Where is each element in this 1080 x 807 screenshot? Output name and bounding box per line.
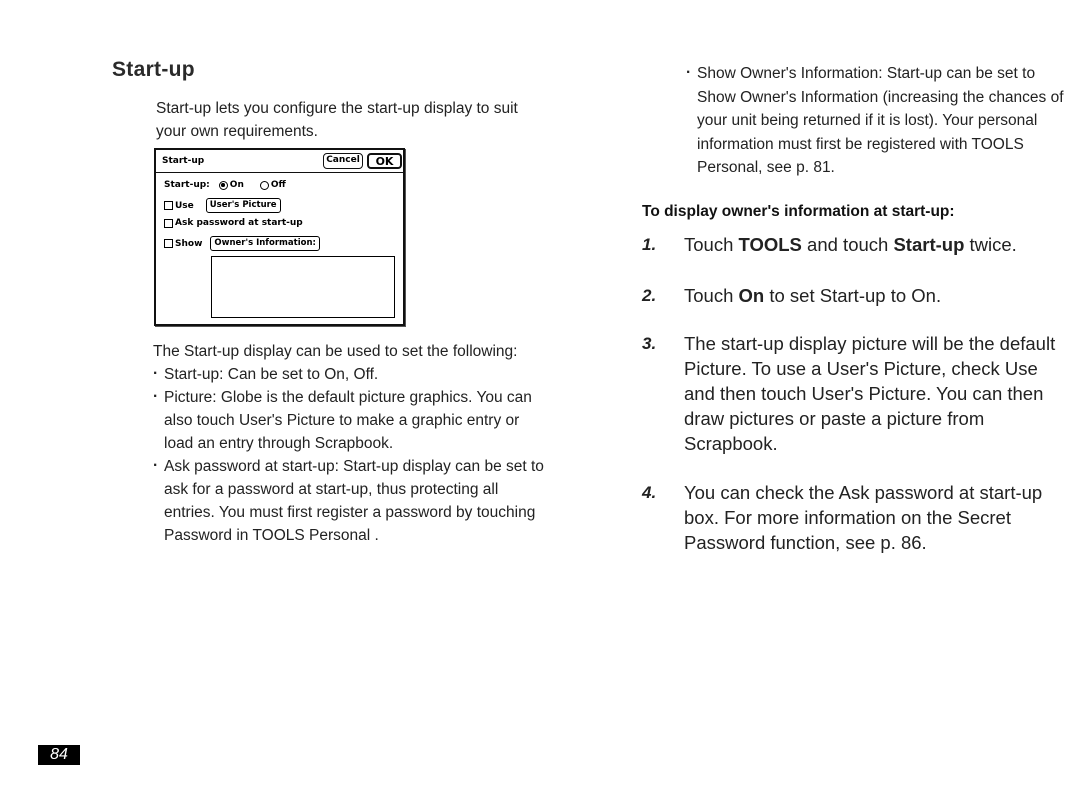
procedure-heading: To display owner's information at start-up: <box>642 203 955 220</box>
show-label: Show <box>175 238 203 249</box>
radio-on-icon[interactable] <box>219 181 228 190</box>
right-bullet-block <box>686 62 1076 180</box>
step-bold-term: On <box>738 285 765 306</box>
left-bullet-list <box>153 363 548 547</box>
radio-on-label: On <box>229 180 244 190</box>
cancel-button[interactable]: Cancel <box>323 153 363 169</box>
step-text: Touch <box>684 234 739 255</box>
use-label: Use <box>175 200 194 211</box>
ask-password-checkbox[interactable] <box>164 219 173 228</box>
radio-off-icon[interactable] <box>260 181 269 190</box>
step-number: 3. <box>642 334 657 353</box>
bullet-picture: · Picture: Globe is the default picture graphics. You can also touch User's Picture to make a graphic entry or load an entry through Scrapbook. <box>153 386 548 455</box>
bullet-startup: · Start-up: Can be set to On, Off. <box>153 363 548 386</box>
step-bold-term: Start-up <box>893 234 965 255</box>
step-number: 2. <box>642 286 657 305</box>
bullet-ask-password: · Ask password at start-up: Start-up display can be set to ask for a password at start-up, thus protecting all entries. You must first register a password by touching Password in TOOLS Personal . <box>153 455 548 547</box>
intro-paragraph: Start-up lets you configure the start-up display to suit your own requirements. <box>156 100 518 140</box>
use-checkbox[interactable] <box>164 201 173 210</box>
page-number-badge: 84 <box>38 745 80 765</box>
bullet-show-owner-info: · Show Owner's Information: Start-up can be set to Show Owner's Information (increasing the chances of your unit being returned if it is lost). Your personal information must first be registered with TOOLS Personal, see p. 81. <box>686 62 1076 180</box>
step-text: and touch <box>801 234 894 255</box>
left-body <box>153 340 548 547</box>
step-2 <box>640 283 1070 308</box>
step-1 <box>640 232 1070 257</box>
step-number: 4. <box>642 483 657 502</box>
step-number: 1. <box>642 235 657 254</box>
show-checkbox[interactable] <box>164 239 173 248</box>
startup-dialog-screenshot <box>154 148 405 326</box>
step-text: twice. <box>964 234 1017 255</box>
users-picture-button[interactable]: User's Picture <box>206 198 281 213</box>
step-4 <box>640 480 1070 555</box>
show-owner-row <box>164 236 320 251</box>
step-text: to set Start-up to On. <box>764 285 942 306</box>
step-text: You can check the Ask password at start-up box. For more information on the Secret Password function, see p. 86. <box>684 482 1043 553</box>
section-title: Start-up <box>112 58 195 81</box>
ok-button[interactable]: OK <box>367 153 402 169</box>
startup-label: Start-up: <box>164 180 210 190</box>
radio-off-label: Off <box>270 180 286 190</box>
owner-info-textbox[interactable] <box>211 256 395 318</box>
ask-password-label: Ask password at start-up <box>175 218 303 228</box>
dialog-title: Start-up <box>162 156 205 166</box>
step-text: Touch <box>684 285 739 306</box>
step-bold-term: TOOLS <box>738 234 802 255</box>
step-text: The start-up display picture will be the default Picture. To use a User's Picture, check Use and then touch User's Picture. You can then draw pictures or paste a picture from Scrapbook. <box>684 333 1056 454</box>
ask-password-row <box>164 218 303 228</box>
left-lead-paragraph: The Start-up display can be used to set the following: <box>153 343 518 360</box>
dialog-titlebar <box>156 150 403 173</box>
procedure-steps <box>640 232 1070 578</box>
startup-radio-row <box>164 180 286 190</box>
use-picture-row <box>164 198 281 213</box>
step-3 <box>640 331 1070 456</box>
owners-information-button[interactable]: Owner's Information: <box>210 236 320 251</box>
